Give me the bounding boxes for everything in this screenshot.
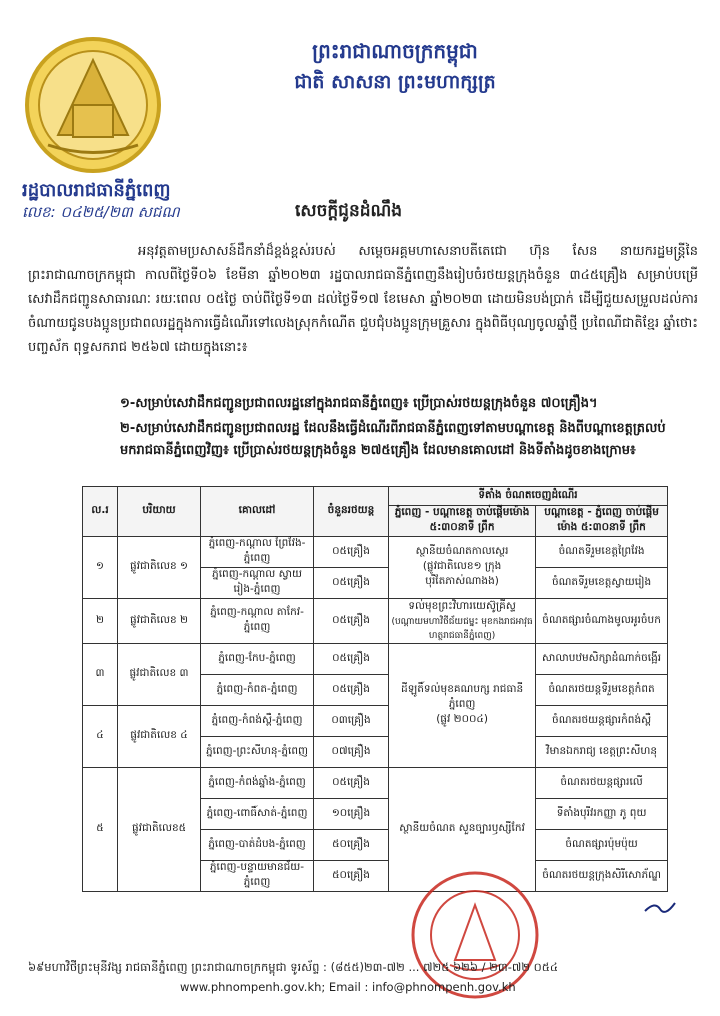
header-route: បរិយាយ <box>118 487 201 537</box>
row-route: ផ្លូវជាតិលេខ៥ <box>118 768 201 892</box>
row-route: ផ្លូវជាតិលេខ ៤ <box>118 706 201 768</box>
row-no: ៤ <box>83 706 118 768</box>
row-destination: ភ្នំពេញ-កែប-ភ្នំពេញ <box>201 644 314 675</box>
row-return: ចំណតផ្សារប៉ុមប៉ុយ <box>536 830 668 861</box>
row-return: ចំណតរថយន្តផ្សារលើ <box>536 768 668 799</box>
row-destination: ភ្នំពេញ-ពោធិ៍សាត់-ភ្នំពេញ <box>201 799 314 830</box>
row-no: ៥ <box>83 768 118 892</box>
row-destination: ភ្នំពេញ-បាត់ដំបង-ភ្នំពេញ <box>201 830 314 861</box>
departure-name: ទល់មុខព្រះវិហារយេស៊ូគ្រីស្ទ <box>408 599 516 612</box>
row-departure <box>389 644 536 768</box>
bus-schedule-table <box>82 486 668 892</box>
departure-name: ដីឡូតិ៍ទល់មុខគណបក្ស រាជធានីភ្នំពេញ <box>401 683 524 710</box>
row-no: ៣ <box>83 644 118 706</box>
header-count: ចំនួនរថយន្ត <box>314 487 389 537</box>
header-location-group: ទីតាំង ចំណតចេញដំណើរ <box>389 487 668 506</box>
row-destination: ភ្នំពេញ-កំពង់ស្ពឺ-ភ្នំពេញ <box>201 706 314 737</box>
row-destination: ភ្នំពេញ-កណ្តាល ព្រៃវែង-ភ្នំពេញ <box>201 537 314 568</box>
row-return: ចំណតទីរួមខេត្តស្វាយរៀង <box>536 568 668 599</box>
row-no: ២ <box>83 599 118 644</box>
royal-emblem-logo <box>18 35 168 175</box>
national-motto: ជាតិ សាសនា ព្រះមហាក្សត្រ <box>294 71 496 93</box>
reference-number: លេខ: ០៤២៥/២៣ សជណ <box>22 203 180 221</box>
row-return: ចំណតរថយន្តក្រុងសិរីសោភ័ណ្ឌ <box>536 861 668 892</box>
row-return: ចំណតទីរួមខេត្តព្រៃវែង <box>536 537 668 568</box>
row-count: ៥០គ្រឿង <box>314 861 389 892</box>
signature-mark <box>640 897 680 917</box>
row-return: ចំណតរថយន្តផ្សារកំពង់ស្ពឺ <box>536 706 668 737</box>
table-row <box>83 644 668 675</box>
row-count: ០៥គ្រឿង <box>314 644 389 675</box>
row-destination: ភ្នំពេញ-បន្ទាយមានជ័យ-ភ្នំពេញ <box>201 861 314 892</box>
row-return: ទីតាំងបុរីវរកញ្ញា ភូ ពុយ <box>536 799 668 830</box>
row-count: ០៧គ្រឿង <box>314 737 389 768</box>
row-count: ០៥គ្រឿង <box>314 768 389 799</box>
departure-detail: (បណ្តាយមហាវិថីជ័យជម្នះ មុខកងរាជអាវុធហត្ថរាជធានីភ្នំពេញ) <box>391 616 533 641</box>
row-departure: ស្ថានីយចំណត សួនច្បារឫស្សីកែវ <box>389 768 536 892</box>
row-return: ចំណតផ្សារចំណាងមូលអូរចំបក <box>536 599 668 644</box>
header-pp-to-prov: ភ្នំពេញ - បណ្តាខេត្ត ចាប់ផ្តើមម៉ោង ៥:៣០នាទី ព្រឹក <box>389 506 536 537</box>
row-count: ០៥គ្រឿង <box>314 675 389 706</box>
row-count: ៥០គ្រឿង <box>314 830 389 861</box>
row-no: ១ <box>83 537 118 599</box>
row-destination: ភ្នំពេញ-កណ្តាល ស្វាយរៀង-ភ្នំពេញ <box>201 568 314 599</box>
office-name: រដ្ឋបាលរាជធានីភ្នំពេញ <box>22 180 171 201</box>
departure-detail: (ផ្លូវជាតិលេខ១ ក្រុងបុរីតែភាស់ណាងង) <box>422 560 502 587</box>
kingdom-title: ព្រះរាជាណាចក្រកម្ពុជា <box>312 39 478 63</box>
table-row <box>83 768 668 799</box>
table-row <box>83 537 668 568</box>
table-header-row <box>83 487 668 506</box>
table-row <box>83 706 668 737</box>
item-2: ២-សម្រាប់សេវាដឹកជញ្ជូនប្រជាពលរដ្ឋ ដែលនឹងធ្វើដំណើរពីរាជធានីភ្នំពេញទៅតាមបណ្តាខេត្ត និងពីបណ្តាខេត្តត្រលប់មករាជធានីភ្នំពេញវិញ៖ ប្រើប្រាស់រថយន្តក្រុងចំនួន ២៧៥គ្រឿង ដែលមានគោលដៅ និងទីតាំងដូចខាងក្រោម៖ <box>120 421 666 458</box>
footer-address: ៦៩មហាវិថីព្រះមុនីវង្ស រាជធានីភ្នំពេញ ព្រះរាជាណាចក្រកម្ពុជា ទូរស័ព្ទ : (៨៥៥)២៣-៧២ ... ៧២៥ ៦២៦ / ២៣-៧២ ០៥៤ <box>28 960 559 974</box>
departure-name: ស្ថានីយចំណតកាលស្ថេរ <box>415 545 509 557</box>
header-prov-to-pp: បណ្តាខេត្ត - ភ្នំពេញ ចាប់ផ្តើមម៉ោង ៥:៣០នាទី ព្រឹក <box>536 506 668 537</box>
row-count: ០៥គ្រឿង <box>314 537 389 568</box>
row-count: ០៣គ្រឿង <box>314 706 389 737</box>
row-count: ១០គ្រឿង <box>314 799 389 830</box>
intro-paragraph: អនុវត្តតាមប្រសាសន៍ដឹកនាំដ៏ខ្ពង់ខ្ពស់របស់ សម្តេចអគ្គមហាសេនាបតីតេជោ ហ៊ុន សែន នាយករដ្ឋមន្ត្រីនៃព្រះរាជាណាចក្រកម្ពុជា កាលពីថ្ងៃទី០៦ ខែមីនា ឆ្នាំ២០២៣ រដ្ឋបាលរាជធានីភ្នំពេញនឹងរៀបចំរថយន្តក្រុងចំនួន ៣៤៥គ្រឿង សម្រាប់បម្រើសេវាដឹកជញ្ជូនសាធារណៈ រយៈពេល ០៥ថ្ងៃ ចាប់ពីថ្ងៃទី១៣ ដល់ថ្ងៃទី១៧ ខែមេសា ឆ្នាំ២០២៣ ដោយមិនបង់ប្រាក់ ដើម្បីជួយសម្រួលដល់ការចំណាយជូនបងប្អូនប្រជាពលរដ្ឋក្នុងការធ្វើដំណើរទៅលេងស្រុកកំណើត ជួបជុំបងប្អូនក្រុមគ្រួសារ ក្នុងពិធីបុណ្យចូលឆ្នាំថ្មី ប្រពៃណីជាតិខ្មែរ ឆ្នាំថោះ បញ្ចស័ក ពុទ្ធសករាជ ២៥៦៧ ដោយក្នុងនោះ៖ <box>28 244 698 355</box>
row-departure <box>389 599 536 644</box>
footer-contact: www.phnompenh.gov.kh; Email : info@phnompenh.gov.kh <box>180 980 516 994</box>
row-departure <box>389 537 536 599</box>
row-destination: ភ្នំពេញ-កណ្តាល តាកែវ-ភ្នំពេញ <box>201 599 314 644</box>
row-route: ផ្លូវជាតិលេខ ១ <box>118 537 201 599</box>
header-no: ល.រ <box>83 487 118 537</box>
document-title: សេចក្តីជូនដំណឹង <box>295 201 403 221</box>
item-1: ១-សម្រាប់សេវាដឹកជញ្ជូនប្រជាពលរដ្ឋនៅក្នុងរាជធានីភ្នំពេញ៖ ប្រើប្រាស់រថយន្តក្រុងចំនួន ៧០គ្រឿង។ <box>120 396 598 411</box>
row-route: ផ្លូវជាតិលេខ ២ <box>118 599 201 644</box>
row-destination: ភ្នំពេញ-កំពត-ភ្នំពេញ <box>201 675 314 706</box>
header-destination: គោលដៅ <box>201 487 314 537</box>
departure-detail: (ផ្លូវ ២០០៤) <box>436 713 488 725</box>
row-destination: ភ្នំពេញ-កំពង់ឆ្នាំង-ភ្នំពេញ <box>201 768 314 799</box>
row-count: ០៥គ្រឿង <box>314 599 389 644</box>
row-count: ០៥គ្រឿង <box>314 568 389 599</box>
row-route: ផ្លូវជាតិលេខ ៣ <box>118 644 201 706</box>
row-return: វិមានឯករាជ្យ ខេត្តព្រះសីហនុ <box>536 737 668 768</box>
row-destination: ភ្នំពេញ-ព្រះសីហនុ-ភ្នំពេញ <box>201 737 314 768</box>
row-return: សាលាបឋមសិក្សាដំណាក់ចង្អើរ <box>536 644 668 675</box>
table-row <box>83 599 668 644</box>
row-return: ចំណតរថយន្តទីរួមខេត្តកំពត <box>536 675 668 706</box>
